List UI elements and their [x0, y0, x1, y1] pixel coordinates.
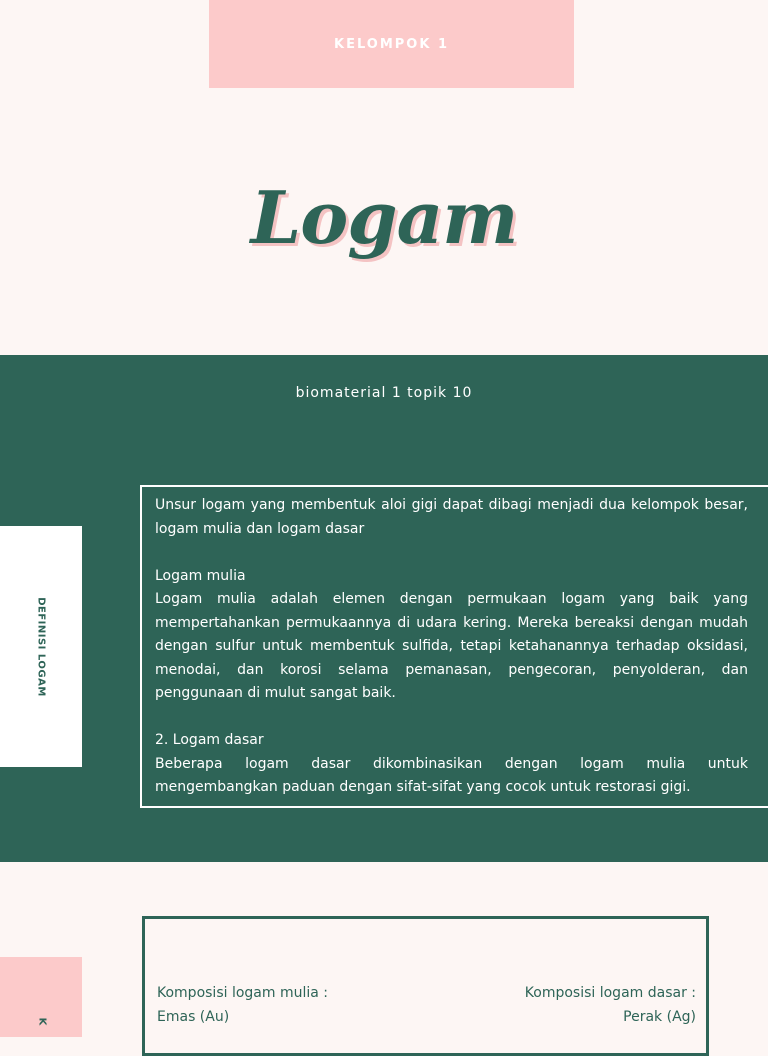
base-composition-title: Komposisi logam dasar : [524, 985, 696, 1001]
base-composition-item: Perak (Ag) [623, 1008, 696, 1025]
base-text: Beberapa logam dasar dikombinasikan dengan logam mulia untuk mengembangkan paduan dengan sifat-sifat yang cocok untuk restorasi gigi. [155, 755, 748, 795]
paragraph-gap [155, 541, 748, 565]
base-heading: 2. Logam dasar [155, 732, 264, 748]
page-title: Logam [250, 175, 518, 260]
page-subtitle: biomaterial 1 topik 10 [295, 385, 473, 401]
paragraph-gap [155, 706, 748, 730]
base-composition [525, 982, 696, 1029]
definition-text [155, 494, 748, 800]
definition-side-label: DEFINISI LOGAM [35, 597, 47, 697]
definition-intro: Unsur logam yang membentuk aloi gigi dapat dibagi menjadi dua kelompok besar, logam mulia dan logam dasar [155, 497, 748, 537]
noble-composition-title: Komposisi logam mulia : [157, 985, 329, 1001]
noble-composition-item: Emas (Au) [157, 1008, 230, 1025]
noble-heading: Logam mulia [155, 567, 246, 584]
noble-composition [157, 982, 328, 1029]
group-label: KELOMPOK 1 [334, 36, 449, 52]
group-badge [209, 0, 574, 88]
composition-side-label: K [36, 1017, 48, 1026]
noble-text: Logam mulia adalah elemen dengan permukaan logam yang baik yang mempertahankan permukaannya di udara kering. Mereka bereaksi dengan mudah dengan sulfur untuk membentuk sulfida, tetapi ketahanannya terhadap oksidasi, menodai, dan korosi selama pemanasan, pengecoran, penyolderan, dan penggunaan di mulut sangat baik. [155, 591, 748, 701]
